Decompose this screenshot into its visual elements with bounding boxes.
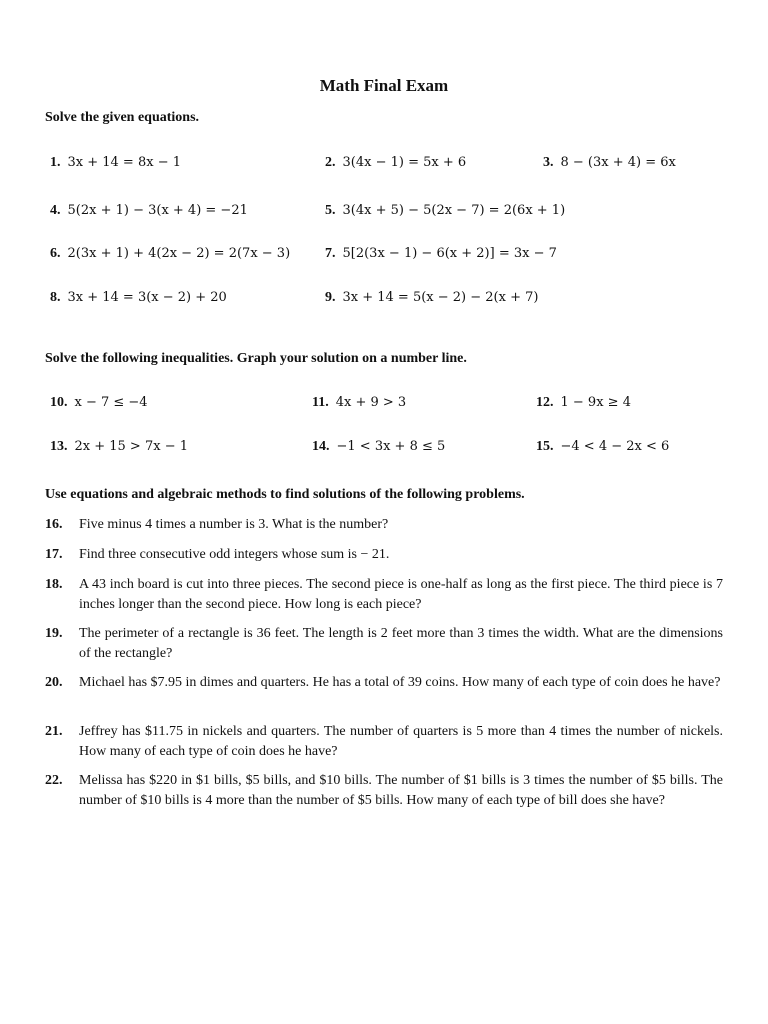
equation: 3x + 14 = 3(x − 2) + 20 [67, 290, 227, 305]
equation: 5[2(3x − 1) − 6(x + 2)] = 3x − 7 [342, 246, 557, 261]
inequality: −1 < 3x + 8 ≤ 5 [336, 439, 446, 454]
inequality: 4x + 9 > 3 [335, 395, 407, 410]
problem-number: 5. [325, 203, 336, 218]
section-heading-equations: Solve the given equations. [45, 110, 200, 125]
problem-number: 15. [536, 439, 554, 454]
problem-number: 10. [50, 395, 68, 410]
problem-number: 14. [312, 439, 330, 454]
equation: 3x + 14 = 8x − 1 [67, 155, 181, 170]
problem-number: 12. [536, 395, 554, 410]
problem-17 [45, 545, 723, 565]
problem-15 [536, 439, 669, 455]
inequality: 1 − 9x ≥ 4 [560, 395, 631, 410]
problem-number: 20. [45, 675, 63, 690]
problem-text: Jeffrey has $11.75 in nickels and quarters. The number of quarters is 5 more than 4 times the number of nickels. How many of each type of coin does he have? [79, 724, 723, 759]
problem-20 [45, 673, 723, 693]
problem-6 [50, 246, 290, 262]
problem-text: The perimeter of a rectangle is 36 feet. The length is 2 feet more than 3 times the width. What are the dimensions of the rectangle? [79, 626, 723, 661]
problem-number: 13. [50, 439, 68, 454]
problem-7 [325, 246, 557, 262]
problem-13 [50, 439, 188, 455]
problem-text: Five minus 4 times a number is 3. What is the number? [79, 517, 389, 532]
problem-number: 8. [50, 290, 61, 305]
problem-21 [45, 722, 723, 761]
section-heading-inequalities: Solve the following inequalities. Graph your solution on a number line. [45, 351, 467, 366]
problem-number: 6. [50, 246, 61, 261]
problem-number: 1. [50, 155, 61, 170]
problem-number: 9. [325, 290, 336, 305]
problem-number: 2. [325, 155, 336, 170]
equation: 2(3x + 1) + 4(2x − 2) = 2(7x − 3) [67, 246, 291, 261]
problem-2 [325, 155, 466, 171]
problem-14 [312, 439, 445, 455]
problem-22 [45, 771, 723, 810]
inequality: 2x + 15 > 7x − 1 [74, 439, 188, 454]
problem-number: 21. [45, 724, 63, 739]
problem-9 [325, 290, 538, 306]
problem-number: 3. [543, 155, 554, 170]
problem-10 [50, 395, 148, 411]
inequality: −4 < 4 − 2x < 6 [560, 439, 670, 454]
problem-5 [325, 203, 565, 219]
problem-number: 11. [312, 395, 329, 410]
problem-number: 22. [45, 773, 63, 788]
equation: 8 − (3x + 4) = 6x [560, 155, 676, 170]
page-title: Math Final Exam [319, 76, 449, 95]
section-heading-word-problems: Use equations and algebraic methods to find solutions of the following problems. [45, 487, 525, 502]
problem-12 [536, 395, 631, 411]
problem-3 [543, 155, 676, 171]
problem-11 [312, 395, 406, 411]
problem-number: 16. [45, 517, 63, 532]
problem-text: A 43 inch board is cut into three pieces. The second piece is one-half as long as the first piece. The third piece is 7 inches longer than the second piece. How long is each piece? [79, 577, 723, 612]
problem-number: 4. [50, 203, 61, 218]
problem-1 [50, 155, 181, 171]
equation: 3(4x + 5) − 5(2x − 7) = 2(6x + 1) [342, 203, 566, 218]
problem-8 [50, 290, 227, 306]
problem-18 [45, 575, 723, 614]
problem-4 [50, 203, 248, 219]
equation: 3(4x − 1) = 5x + 6 [342, 155, 467, 170]
equation: 3x + 14 = 5(x − 2) − 2(x + 7) [342, 290, 539, 305]
inequality: x − 7 ≤ −4 [74, 395, 148, 410]
problem-text: Find three consecutive odd integers whose sum is − 21. [79, 547, 390, 562]
problem-text: Melissa has $220 in $1 bills, $5 bills, and $10 bills. The number of $1 bills is 3 times the number of $5 bills. The number of $10 bills is 4 more than the number of $5 bills. How many of each type of bill does she have? [79, 773, 723, 808]
problem-number: 18. [45, 577, 63, 592]
problem-number: 19. [45, 626, 63, 641]
problem-number: 7. [325, 246, 336, 261]
problem-16 [45, 515, 723, 535]
problem-text: Michael has $7.95 in dimes and quarters. He has a total of 39 coins. How many of each type of coin does he have? [79, 675, 721, 690]
problem-19 [45, 624, 723, 663]
equation: 5(2x + 1) − 3(x + 4) = −21 [67, 203, 248, 218]
problem-number: 17. [45, 547, 63, 562]
